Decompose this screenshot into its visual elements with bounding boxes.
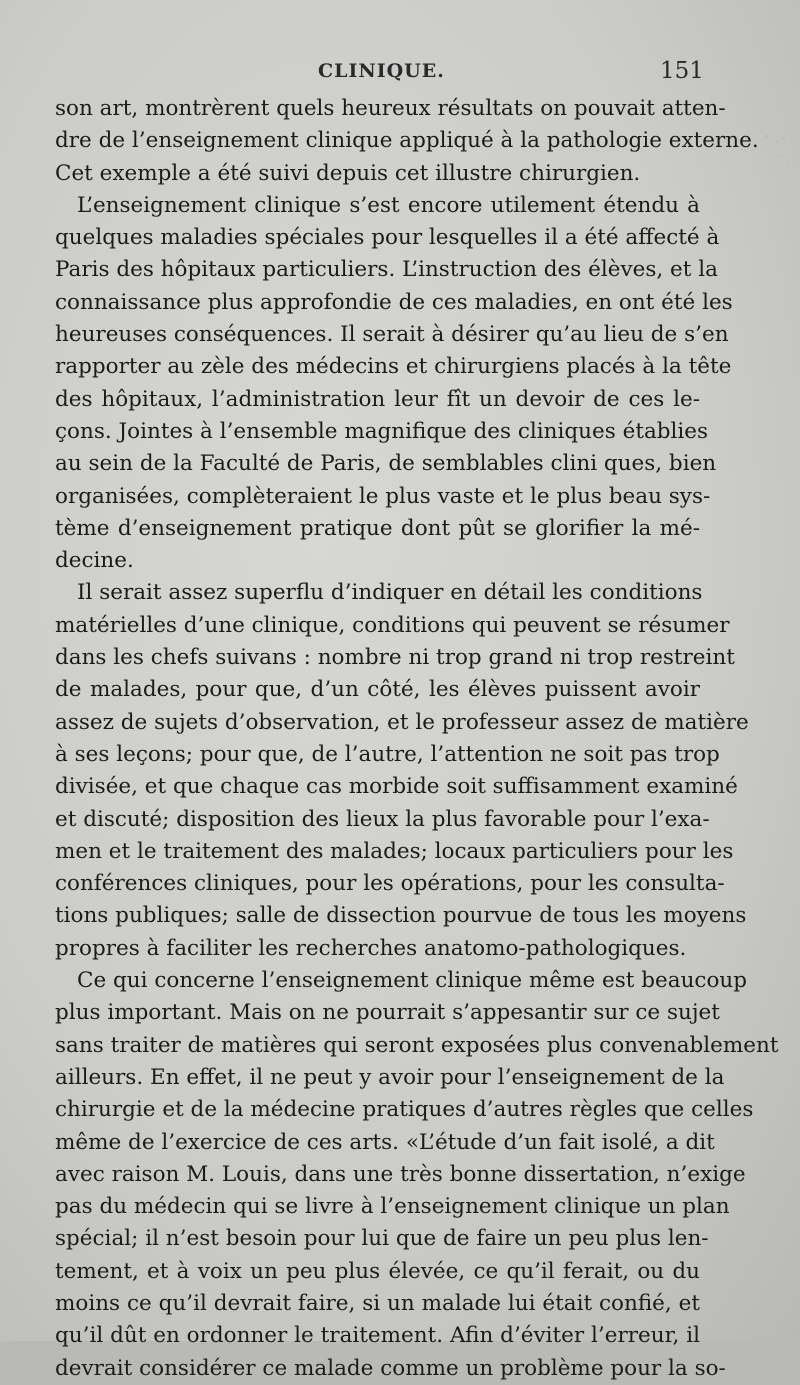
text-line: tions publiques; salle de dissection pourvue de tous les moyens [55, 903, 747, 929]
text-line: quelques maladies spéciales pour lesquelles il a été affecté à [55, 225, 720, 251]
text-line: tème d’enseignement pratique dont pût se glorifier la mé- [55, 515, 700, 541]
text-line: propres à faciliter les recherches anatomo-pathologiques. [55, 935, 687, 961]
paragraph-4 [55, 965, 779, 1385]
text-line: connaissance plus approfondie de ces maladies, en ont été les [55, 289, 733, 315]
text-line: spécial; il n’est besoin pour lui que de faire un peu plus len- [55, 1226, 709, 1252]
paragraph-3 [55, 577, 749, 965]
text-line: assez de sujets d’observation, et le professeur assez de matière [55, 709, 749, 735]
text-line: de malades, pour que, d’un côté, les élèves puissent avoir [55, 677, 700, 703]
text-line: devrait considérer ce malade comme un problème pour la so- [55, 1355, 726, 1381]
text-line: et discuté; disposition des lieux la plus favorable pour l’exa- [55, 806, 710, 832]
text-line: Paris des hôpitaux particuliers. L’instruction des élèves, et la [55, 257, 718, 283]
text-line: men et le traitement des malades; locaux particuliers pour les [55, 838, 734, 864]
text-line: même de l’exercice de ces arts. «L’étude d’un fait isolé, a dit [55, 1129, 715, 1155]
text-line: plus important. Mais on ne pourrait s’appesantir sur ce sujet [55, 1000, 720, 1026]
text-line: conférences cliniques, pour les opérations, pour les consulta- [55, 871, 725, 897]
text-line: pas du médecin qui se livre à l’enseignement clinique un plan [55, 1194, 730, 1220]
text-line: sans traiter de matières qui seront exposées plus convenablement [55, 1032, 779, 1058]
text-line: moins ce qu’il devrait faire, si un malade lui était confié, et [55, 1290, 700, 1316]
text-line: rapporter au zèle des médecins et chirurgiens placés à la tête [55, 354, 732, 380]
text-line: son art, montrèrent quels heureux résultats on pouvait atten- [55, 96, 726, 121]
page-header [0, 60, 800, 90]
text-line: heureuses conséquences. Il serait à désirer qu’au lieu de s’en [55, 322, 729, 348]
paper-specks-decoration [762, 130, 792, 170]
text-line: decine. [55, 548, 134, 574]
text-line: chirurgie et de la médecine pratiques d’autres règles que celles [55, 1097, 754, 1123]
body-text [55, 93, 779, 1385]
text-line: avec raison M. Louis, dans une très bonne dissertation, n’exige [55, 1161, 746, 1187]
text-line: à ses leçons; pour que, de l’autre, l’attention ne soit pas trop [55, 741, 720, 767]
text-line: Ce qui concerne l’enseignement clinique même est beaucoup [77, 968, 748, 994]
text-line: matérielles d’une clinique, conditions qui peuvent se résumer [55, 612, 730, 638]
page-number: 151 [660, 58, 704, 84]
text-line: organisées, complèteraient le plus vaste et le plus beau sys- [55, 483, 711, 509]
paragraph-2 [55, 190, 733, 578]
text-line: çons. Jointes à l’ensemble magnifique des cliniques établies [55, 418, 709, 444]
text-line: divisée, et que chaque cas morbide soit suffisamment examiné [55, 774, 738, 800]
text-line: dre de l’enseignement clinique appliqué à la pathologie externe. [55, 128, 759, 154]
text-line: Il serait assez superflu d’indiquer en détail les conditions [77, 580, 703, 606]
running-title: CLINIQUE. [318, 60, 445, 82]
text-line: ailleurs. En effet, il ne peut y avoir pour l’enseignement de la [55, 1064, 725, 1090]
text-line: tement, et à voix un peu plus élevée, ce qu’il ferait, ou du [55, 1258, 700, 1284]
text-line: qu’il dût en ordonner le traitement. Afin d’éviter l’erreur, il [55, 1323, 700, 1349]
text-line: des hôpitaux, l’administration leur fît un devoir de ces le- [55, 386, 700, 412]
paragraph-1 [55, 93, 759, 190]
text-line: dans les chefs suivans : nombre ni trop grand ni trop restreint [55, 645, 735, 671]
text-line: au sein de la Faculté de Paris, de semblables clini ques, bien [55, 451, 717, 477]
text-line: Cet exemple a été suivi depuis cet illustre chirurgien. [55, 160, 641, 186]
text-line: L’enseignement clinique s’est encore utilement étendu à [77, 192, 700, 218]
